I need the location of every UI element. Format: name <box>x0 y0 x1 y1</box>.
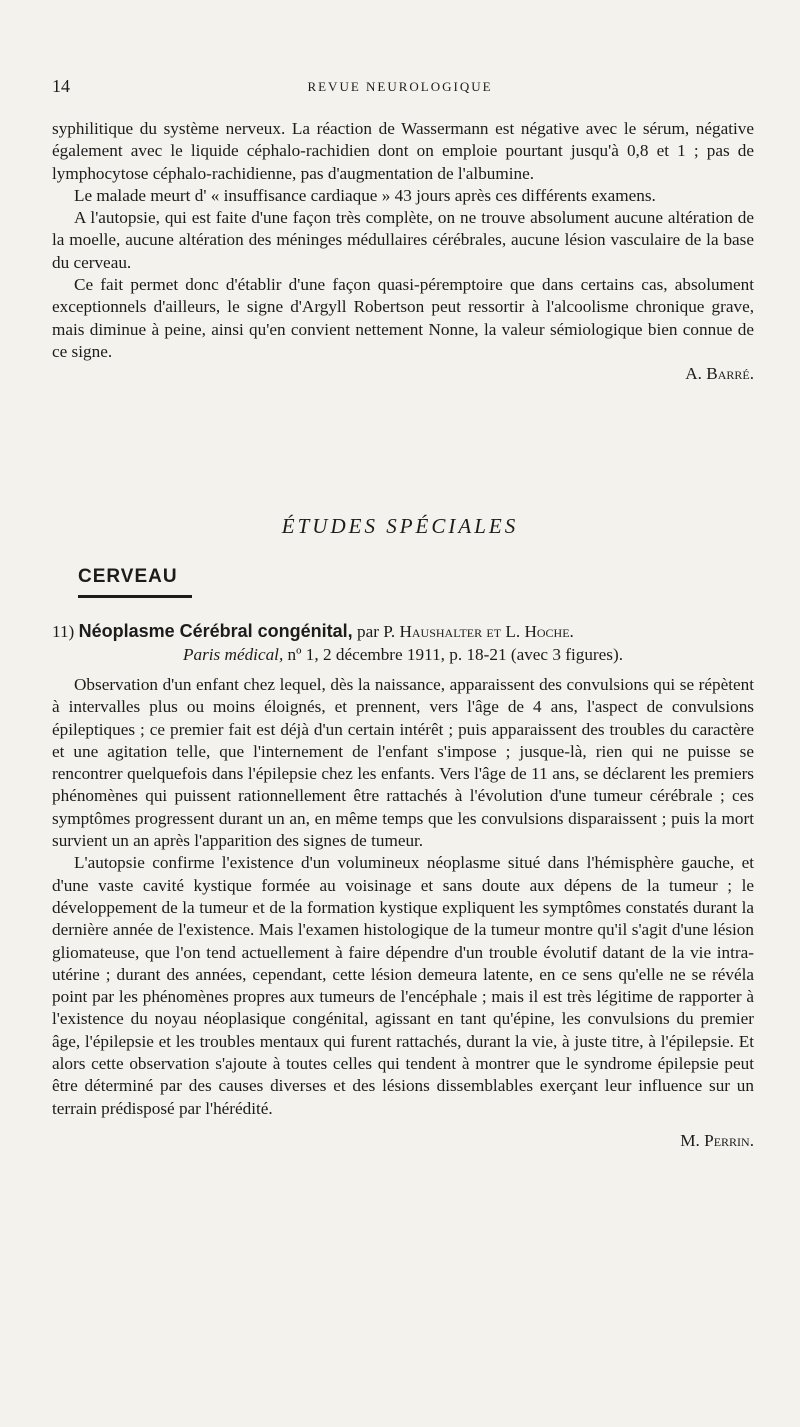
paragraph: Le malade meurt d' « insuffisance cardiaque » 43 jours après ces différents examens. <box>74 185 656 205</box>
running-head: REVUE NEUROLOGIQUE <box>307 79 493 94</box>
paragraph: syphilitique du système nerveux. La réaction de Wassermann est négative avec le sérum, négative également avec le liquide céphalo-rachidien dont on emploie pourtant jusqu'à 0,8 et 1 ; pas de lymphocytose céphalo-rachidienne, pas d'augmentation de l'albumine. <box>52 119 754 183</box>
paragraph: A l'autopsie, qui est faite d'une façon très complète, on ne trouve absolument aucune altération de la moelle, aucune altération des méninges médullaires cérébrales, aucune lésion vasculaire de la base du cerveau. <box>52 208 754 272</box>
page-number: 14 <box>52 76 70 96</box>
paragraph: L'autopsie confirme l'existence d'un volumineux néoplasme situé dans l'hémisphère gauche, et d'une vaste cavité kystique formée au voisinage et sans doute aux dépens de la tumeur ; le développement de la tumeur et de la formation kystique expliquent les symptômes constatés durant la dernière année de l'existence. Mais l'examen histologique de la tumeur montre qu'il s'agit d'une lésion gliomateuse, que l'on tend actuellement à faire dépendre d'un trouble évolutif datant de la vie intra-utérine ; durant des années, cependant, cette lésion demeura latente, en ce sens qu'elle ne se révéla point par les phénomènes propres aux tumeurs de l'encéphale ; mais il est très légitime de rapporter à l'existence du noyau néoplasique congénital, agissant en tant qu'épine, les convulsions du premier âge, l'épilepsie et les troubles mentaux qui furent rattachés, durant la vie, à juste titre, à l'épilepsie. Et alors cette observation s'ajoute à toutes celles qui tendent à montrer que le syndrome épilepsie peut être déterminé par des causes diverses et des lésions dissemblables exerçant leur influence sur un terrain prédisposé par l'hérédité. <box>52 853 754 1118</box>
entry-by: par <box>356 622 379 641</box>
entry-citation: nº 1, 2 décembre 1911, p. 18-21 (avec 3 figures). <box>287 645 623 664</box>
rubric-heading: CERVEAU <box>78 566 178 587</box>
rubric-underline <box>78 595 192 598</box>
entry-heading <box>52 620 754 666</box>
page-header <box>52 76 748 100</box>
signature: M. Perrin. <box>680 1130 754 1150</box>
entry-title: Néoplasme Cérébral congénital, <box>78 621 353 641</box>
entry-body <box>52 674 754 1152</box>
previous-article-body <box>52 118 754 386</box>
entry-authors: P. Haushalter et L. Hoche. <box>383 622 574 641</box>
paragraph: Observation d'un enfant chez lequel, dès la naissance, apparaissent des convulsions qui se répètent à intervalles plus ou moins éloignés, et prennent, vers l'âge de 4 ans, l'aspect de convulsions épileptiques ; ce premier fait est déjà d'un certain intérêt ; puis apparaissent des troubles du caractère et une agitation telle, que l'internement de l'enfant s'impose ; jusque-là, rien qui ne puisse se rencontrer quelquefois dans l'épilepsie chez les enfants. Vers l'âge de 11 ans, se déclarent les premiers phénomènes qui puissent rationnellement être rattachés à l'évolution d'une tumeur cérébrale ; ces symptômes progressent durant un an, en même temps que les convulsions disparaissent ; puis la mort survient un an après l'apparition des signes de tumeur. <box>52 675 754 851</box>
paragraph: Ce fait permet donc d'établir d'une façon quasi-péremptoire que dans certains cas, absolument exceptionnels d'ailleurs, le signe d'Argyll Robertson peut ressortir à l'alcoolisme chronique grave, mais diminue à peine, ainsi qu'en convient nettement Nonne, la valeur sémiologique bien connue de ce signe. <box>52 275 754 361</box>
signature: A. Barré. <box>685 364 754 384</box>
section-title: ÉTUDES SPÉCIALES <box>281 514 519 538</box>
entry-journal: Paris médical, <box>183 645 284 664</box>
entry-number: 11) <box>52 622 75 641</box>
